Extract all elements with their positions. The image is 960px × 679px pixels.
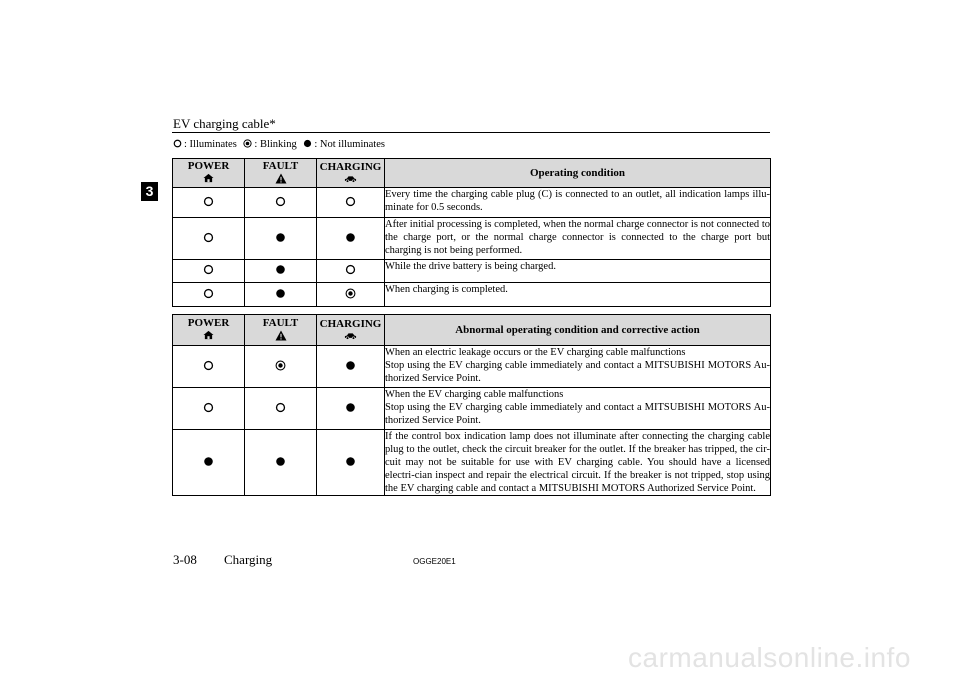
filled-circle-icon	[345, 459, 356, 470]
charging-lamp-cell	[317, 260, 385, 283]
filled-circle-icon	[203, 459, 214, 470]
fault-lamp-cell	[245, 260, 317, 283]
power-lamp-cell	[173, 283, 245, 307]
power-label: POWER	[187, 160, 230, 172]
table-header-row	[173, 315, 771, 346]
power-lamp-cell	[173, 346, 245, 388]
filled-circle-icon	[345, 363, 356, 374]
open-circle-icon	[203, 291, 214, 302]
filled-circle-icon	[345, 235, 356, 246]
open-circle-icon	[345, 267, 356, 278]
table-row	[173, 260, 771, 283]
abnormal-condition-header: Abnormal operating condition and corrective action	[385, 315, 771, 346]
operating-condition-header: Operating condition	[385, 159, 771, 188]
open-circle-icon	[203, 363, 214, 374]
fault-lamp-cell	[245, 346, 317, 388]
condition-description: When the EV charging cable malfunctions Stop using the EV charging cable immediately and contact a MITSUBISHI MOTORS Au-thorized Service Point.	[385, 388, 771, 430]
double-circle-icon	[345, 291, 356, 302]
open-circle-icon	[203, 267, 214, 278]
open-circle-icon	[345, 199, 356, 210]
legend-illuminates-label: Illuminates	[189, 139, 237, 150]
section-name: Charging	[224, 552, 273, 567]
legend-not-illuminates-label: Not illuminates	[319, 139, 385, 150]
charging-lamp-cell	[317, 218, 385, 260]
power-label: POWER	[187, 317, 230, 329]
document-code: OGGE20E1	[413, 557, 456, 566]
condition-description: If the control box indication lamp does not illuminate after connecting the charging cable plug to the outlet, check the circuit breaker for the outlet. If the breaker has tripped, the cir-cuit may not be suitable for use with EV charging cable. You should have a licensed electri-cian inspect and repair the electrical circuit. If the breaker is not tripped, stop using the EV charging cable and contact a MITSUBISHI MOTORS Authorized Service Point.	[385, 431, 770, 494]
charging-lamp-cell	[317, 430, 385, 496]
house-icon	[173, 330, 244, 343]
double-circle-icon	[275, 363, 286, 374]
table-row	[173, 346, 771, 388]
legend-blinking-label: Blinking	[259, 139, 297, 150]
open-circle-icon	[203, 405, 214, 416]
fault-column-header	[245, 159, 317, 188]
filled-circle-icon	[345, 405, 356, 416]
chapter-tab: 3	[141, 182, 158, 201]
table-row	[173, 388, 771, 430]
condition-description: When an electric leakage occurs or the EV charging cable malfunctions Stop using the EV charging cable immediately and contact a MITSUBISHI MOTORS Au-thorized Service Point.	[385, 346, 771, 388]
legend-illuminates: : Illuminates	[173, 139, 237, 150]
condition-description: After initial processing is completed, when the normal charge connector is not connected to the charge port, or the normal charge connector is connected to the charge port but charging is not being performed.	[385, 218, 771, 260]
operating-condition-table	[172, 158, 771, 307]
condition-description: When charging is completed.	[385, 283, 771, 307]
charging-label: CHARGING	[319, 160, 382, 173]
filled-circle-icon	[303, 139, 312, 151]
double-circle-icon	[243, 139, 252, 151]
filled-circle-icon	[275, 291, 286, 302]
fault-lamp-cell	[245, 283, 317, 307]
watermark: carmanualsonline.info	[628, 642, 911, 673]
fault-lamp-cell	[245, 188, 317, 218]
table-body	[173, 188, 771, 307]
header-divider	[172, 132, 770, 133]
open-circle-icon	[275, 199, 286, 210]
open-circle-icon	[203, 235, 214, 246]
warning-triangle-icon	[245, 173, 316, 187]
filled-circle-icon	[275, 267, 286, 278]
power-lamp-cell	[173, 188, 245, 218]
charging-lamp-cell	[317, 388, 385, 430]
car-icon	[317, 331, 384, 343]
table-row	[173, 283, 771, 307]
charging-label: CHARGING	[319, 317, 382, 330]
page-header-title: EV charging cable*	[173, 116, 276, 131]
open-circle-icon	[275, 405, 286, 416]
charging-column-header	[317, 315, 385, 346]
house-icon	[173, 173, 244, 186]
charging-lamp-cell	[317, 188, 385, 218]
power-lamp-cell	[173, 388, 245, 430]
power-column-header	[173, 315, 245, 346]
legend-blinking: : Blinking	[243, 139, 296, 150]
table-header-row	[173, 159, 771, 188]
power-lamp-cell	[173, 218, 245, 260]
open-circle-icon	[203, 199, 214, 210]
power-lamp-cell	[173, 260, 245, 283]
table-row	[173, 218, 771, 260]
fault-column-header	[245, 315, 317, 346]
fault-label: FAULT	[262, 316, 299, 329]
charging-lamp-cell	[317, 283, 385, 307]
fault-lamp-cell	[245, 388, 317, 430]
charging-column-header	[317, 159, 385, 188]
fault-lamp-cell	[245, 430, 317, 496]
table-body	[173, 346, 771, 496]
fault-lamp-cell	[245, 218, 317, 260]
table-row	[173, 188, 771, 218]
power-column-header	[173, 159, 245, 188]
warning-triangle-icon	[245, 330, 316, 344]
page-number: 3-08	[173, 552, 197, 567]
abnormal-condition-table	[172, 314, 771, 496]
filled-circle-icon	[275, 235, 286, 246]
table-row	[173, 430, 771, 496]
fault-label: FAULT	[262, 159, 299, 172]
condition-description: Every time the charging cable plug (C) is connected to an outlet, all indication lamps illu-minate for 0.5 seconds.	[385, 188, 771, 218]
filled-circle-icon	[275, 459, 286, 470]
legend-not-illuminates: : Not illuminates	[303, 139, 385, 150]
legend	[173, 139, 389, 151]
condition-description: While the drive battery is being charged.	[385, 260, 771, 283]
car-icon	[317, 174, 384, 186]
charging-lamp-cell	[317, 346, 385, 388]
power-lamp-cell	[173, 430, 245, 496]
open-circle-icon	[173, 139, 182, 151]
